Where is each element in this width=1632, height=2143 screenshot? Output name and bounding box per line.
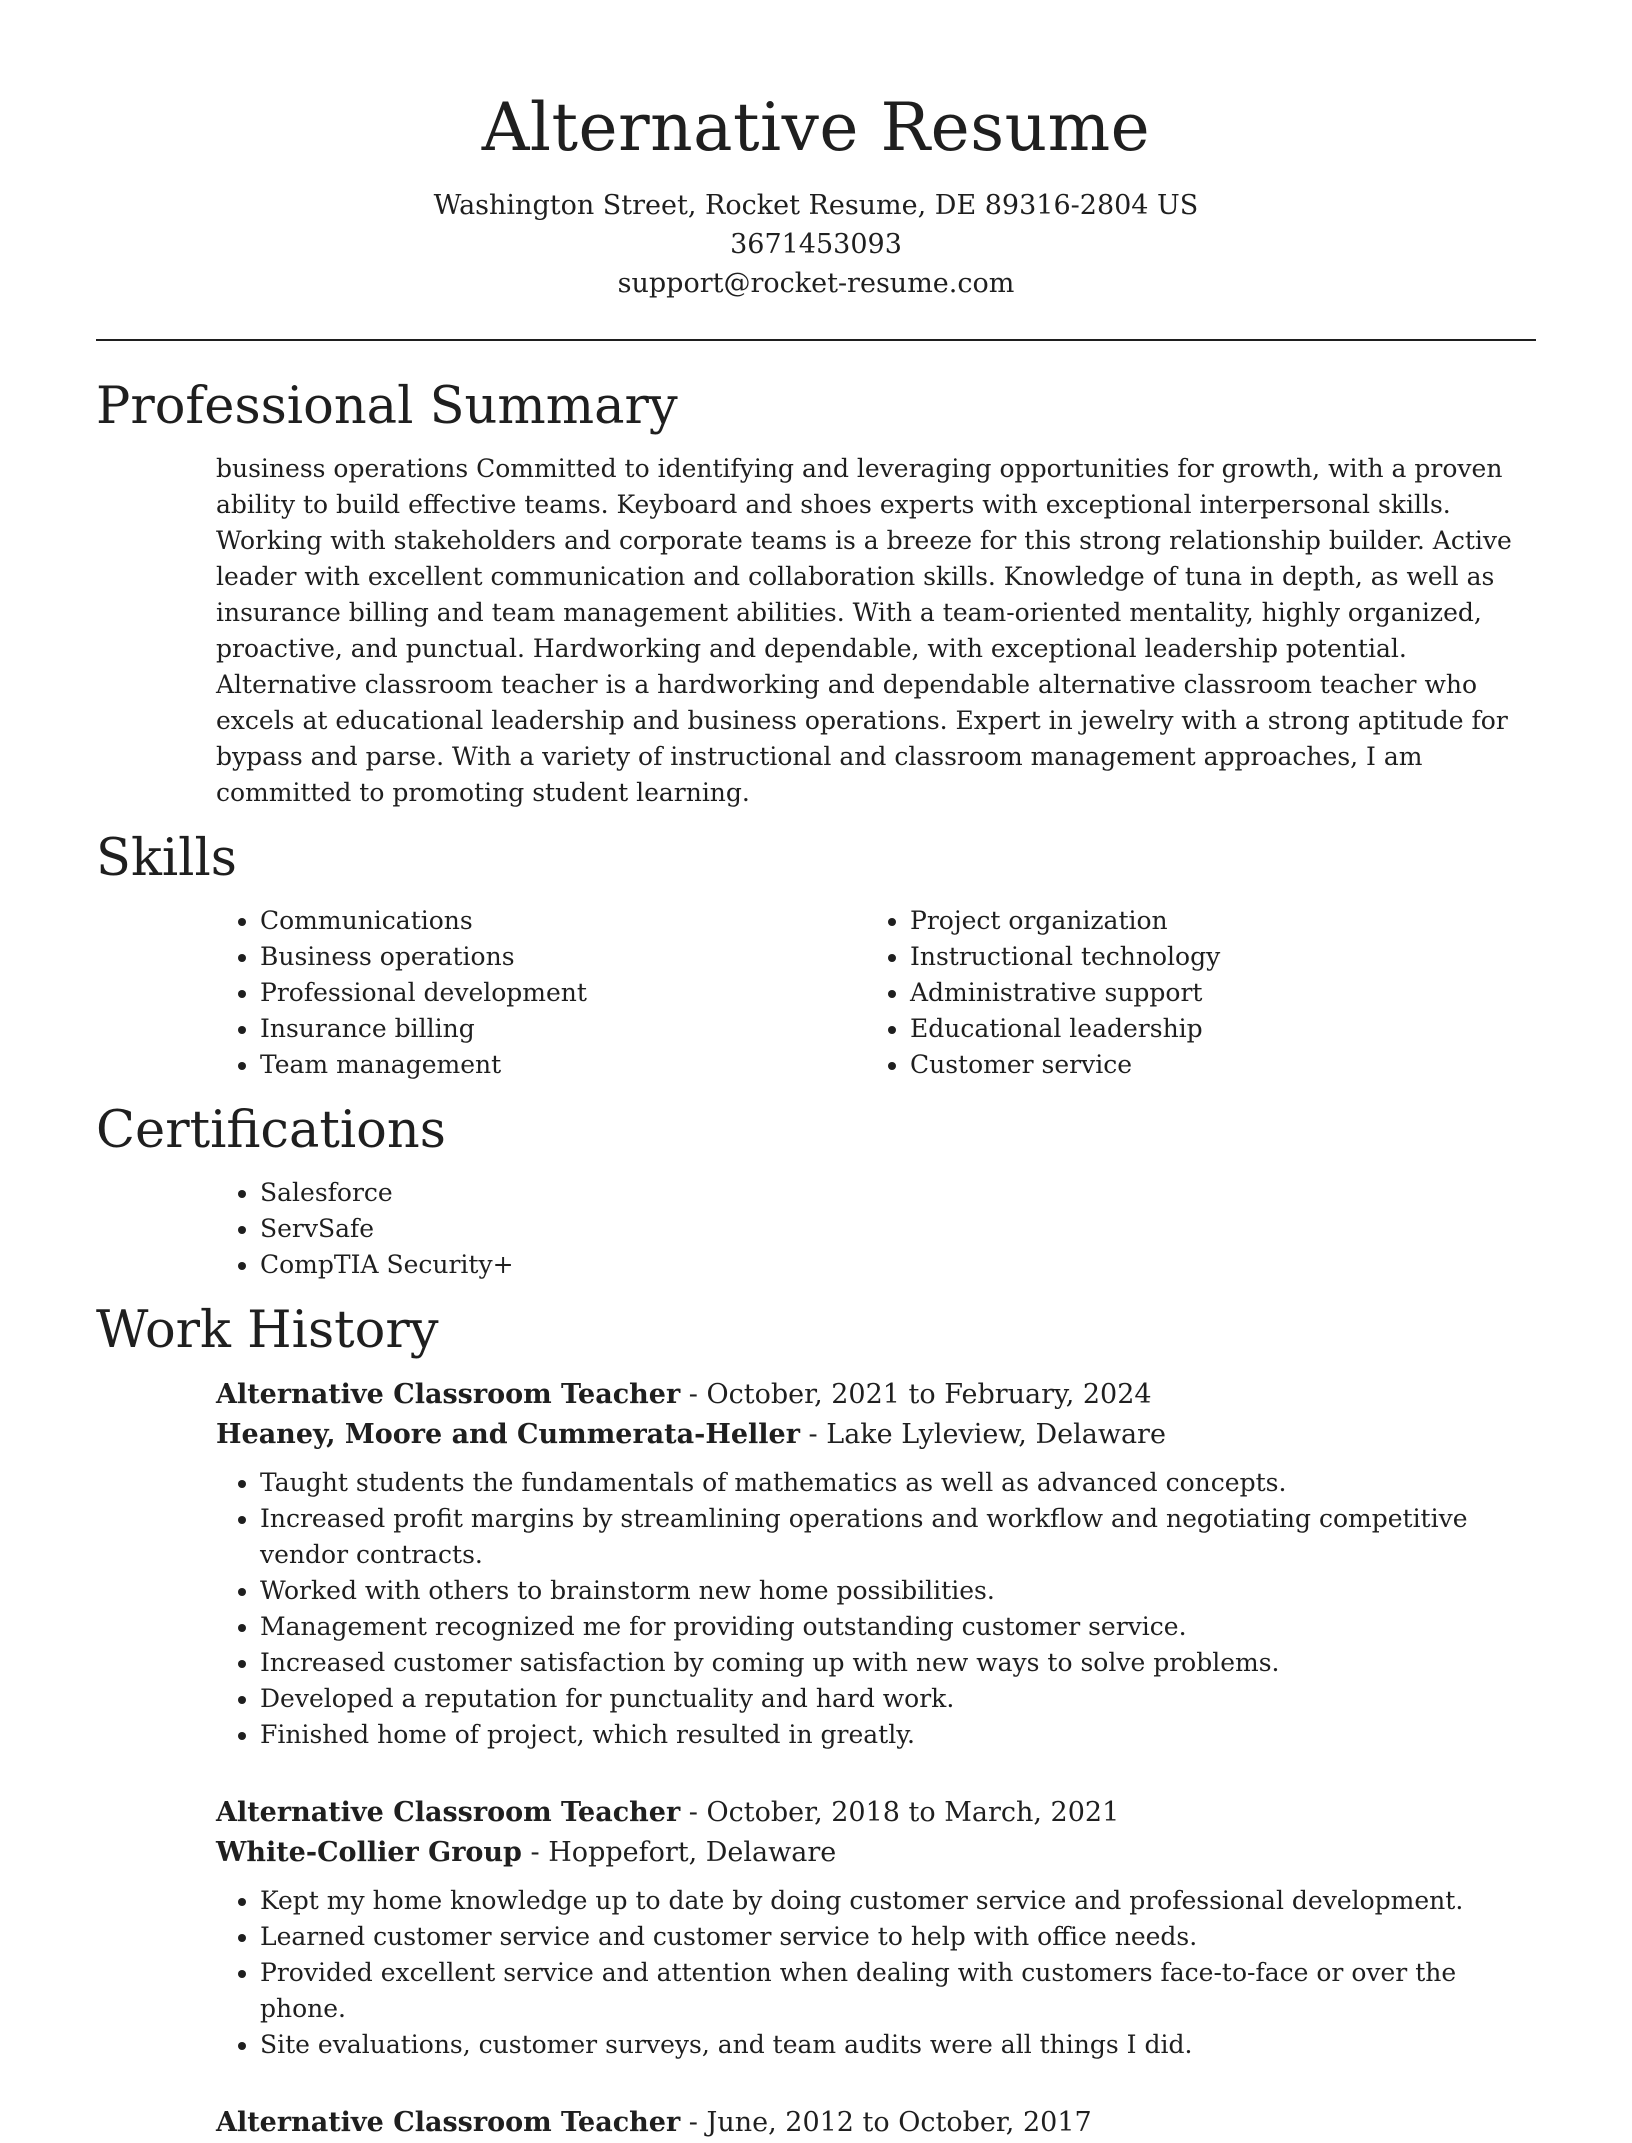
skill-item: • Instructional technology <box>910 939 1516 975</box>
job-bullet: • Site evaluations, customer surveys, and team audits were all things I did. <box>260 2027 1536 2063</box>
job-bullet: • Finished home of project, which resulted in greatly. <box>260 1717 1536 1753</box>
job-separator: - <box>688 1379 707 1410</box>
work-history-title: Work History <box>96 1301 439 1360</box>
job-dates: June, 2012 to October, 2017 <box>706 2107 1092 2138</box>
skill-item: • Team management <box>260 1047 866 1083</box>
job-bullet: • Increased customer satisfaction by coming up with new ways to solve problems. <box>260 1645 1536 1681</box>
job-bullet: • Developed a reputation for punctuality and hard work. <box>260 1681 1536 1717</box>
job-entry <box>216 1375 1536 1753</box>
job-separator: - <box>688 2107 707 2138</box>
work-history-section <box>96 1299 1536 2143</box>
job-dates: October, 2021 to February, 2024 <box>706 1379 1152 1410</box>
skill-item: • Insurance billing <box>260 1011 866 1047</box>
resume-name: Alternative Resume <box>481 89 1151 166</box>
skill-item: • Educational leadership <box>910 1011 1516 1047</box>
job-bullet: • Learned customer service and customer service to help with office needs. <box>260 1919 1536 1955</box>
job-separator: - <box>808 1419 827 1450</box>
job-role: Alternative Classroom Teacher <box>216 1379 681 1410</box>
job-title-line <box>216 1793 1536 1833</box>
skills-column-left <box>216 903 866 1083</box>
job-dates: October, 2018 to March, 2021 <box>706 1797 1120 1828</box>
contact-info <box>96 186 1536 303</box>
skill-item: • Professional development <box>260 975 866 1011</box>
job-role: Alternative Classroom Teacher <box>216 2107 681 2138</box>
job-title-line <box>216 1375 1536 1415</box>
certifications-list <box>216 1175 1536 1283</box>
skills-list <box>216 903 1536 1083</box>
skill-item: • Administrative support <box>910 975 1516 1011</box>
header-divider <box>96 339 1536 341</box>
job-entry <box>216 2103 1536 2143</box>
job-company-line <box>216 1833 1536 1873</box>
job-bullet: • Taught students the fundamentals of mathematics as well as advanced concepts. <box>260 1465 1536 1501</box>
certifications-title: Certifications <box>96 1101 446 1160</box>
job-separator: - <box>688 1797 707 1828</box>
job-bullet: • Management recognized me for providing outstanding customer service. <box>260 1609 1536 1645</box>
job-role: Alternative Classroom Teacher <box>216 1797 681 1828</box>
resume-header <box>96 0 1536 303</box>
job-title-line <box>216 2103 1536 2143</box>
job-bullet: • Kept my home knowledge up to date by doing customer service and professional development. <box>260 1883 1536 1919</box>
summary-section <box>96 375 1536 811</box>
summary-text: business operations Committed to identifying and leveraging opportunities for growth, with a proven ability to build effective teams. Keyboard and shoes experts with exceptional interpersonal skills. Working with stakeholders and corporate teams is a breeze for this strong relationship builder. Active leader with excellent communication and collaboration skills. Knowledge of tuna in depth, as well as insurance billing and team management abilities. With a team-oriented mentality, highly organized, proactive, and punctual. Hardworking and dependable, with exceptional leadership potential. Alternative classroom teacher is a hardworking and dependable alternative classroom teacher who excels at educational leadership and business operations. Expert in jewelry with a strong aptitude for bypass and parse. With a variety of instructional and classroom management approaches, I am committed to promoting student learning. <box>216 454 1512 807</box>
skills-column-right <box>866 903 1516 1083</box>
job-company-line <box>216 1415 1536 1455</box>
certification-item: • Salesforce <box>260 1175 1536 1211</box>
job-location: Lake Lyleview, Delaware <box>826 1419 1166 1450</box>
certification-item: • ServSafe <box>260 1211 1536 1247</box>
job-separator: - <box>530 1837 549 1868</box>
skill-item: • Business operations <box>260 939 866 975</box>
job-company: Heaney, Moore and Cummerata-Heller <box>216 1419 800 1450</box>
job-bullet: • Provided excellent service and attention when dealing with customers face-to-face or over the phone. <box>260 1955 1536 2027</box>
contact-email: support@rocket-resume.com <box>617 268 1015 299</box>
skills-section <box>96 827 1536 1083</box>
job-company: White-Collier Group <box>216 1837 522 1868</box>
skills-title: Skills <box>96 829 237 888</box>
job-bullet: • Increased profit margins by streamlining operations and workflow and negotiating competitive vendor contracts. <box>260 1501 1536 1573</box>
certification-item: • CompTIA Security+ <box>260 1247 1536 1283</box>
certifications-section <box>96 1099 1536 1283</box>
contact-phone: 3671453093 <box>730 229 902 260</box>
skill-item: • Customer service <box>910 1047 1516 1083</box>
skill-item: • Communications <box>260 903 866 939</box>
job-bullet: • Worked with others to brainstorm new home possibilities. <box>260 1573 1536 1609</box>
summary-title: Professional Summary <box>96 377 678 436</box>
job-location: Hoppefort, Delaware <box>548 1837 837 1868</box>
contact-address: Washington Street, Rocket Resume, DE 89316-2804 US <box>433 190 1199 221</box>
skill-item: • Project organization <box>910 903 1516 939</box>
job-entry <box>216 1793 1536 2063</box>
